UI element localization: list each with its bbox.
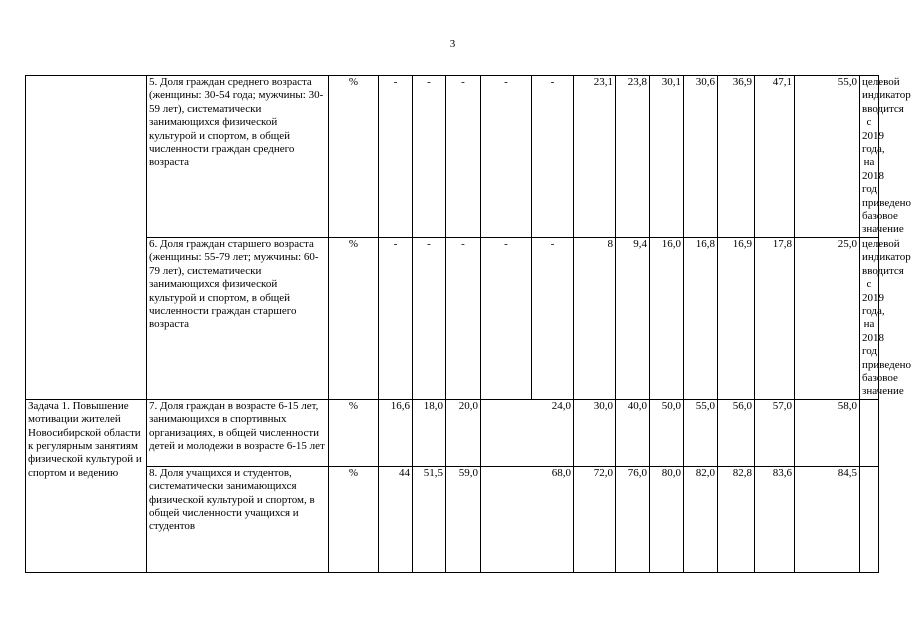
value-cell: 51,5 — [413, 466, 446, 572]
value-cell: 82,8 — [718, 466, 755, 572]
unit-cell: % — [329, 76, 379, 238]
table-row — [26, 466, 879, 572]
table-row — [26, 76, 879, 238]
value-cell: 72,0 — [574, 466, 616, 572]
value-cell: 80,0 — [650, 466, 684, 572]
value-cell: 30,0 — [574, 399, 616, 466]
value-cell: 30,6 — [684, 76, 718, 238]
table-row — [26, 237, 879, 399]
value-cell: - — [413, 237, 446, 399]
value-cell: - — [532, 76, 574, 238]
value-cell: 50,0 — [650, 399, 684, 466]
value-cell: 55,0 — [684, 399, 718, 466]
value-cell: 84,5 — [795, 466, 860, 572]
indicator-name: 7. Доля граждан в возрасте 6-15 лет, занимающихся в спортивных организациях, в общей численности детей и молодежи в возрасте 6-15 лет — [147, 399, 329, 466]
note-cell: целевой индикатор вводится с 2019 года, на 2018 год приведено базовое значение — [860, 237, 879, 399]
value-cell: 55,0 — [795, 76, 860, 238]
value-cell: 82,0 — [684, 466, 718, 572]
value-cell: 25,0 — [795, 237, 860, 399]
value-cell: 76,0 — [616, 466, 650, 572]
value-cell: 68,0 — [481, 466, 574, 572]
value-cell: 56,0 — [718, 399, 755, 466]
note-cell — [860, 399, 879, 466]
value-cell: - — [379, 76, 413, 238]
value-cell: 8 — [574, 237, 616, 399]
value-cell: 47,1 — [755, 76, 795, 238]
value-cell: - — [481, 76, 532, 238]
value-cell: 24,0 — [481, 399, 574, 466]
value-cell: - — [446, 237, 481, 399]
value-cell: 16,9 — [718, 237, 755, 399]
note-cell: целевой индикатор вводится с 2019 года, на 2018 год приведено базовое значение — [860, 76, 879, 238]
indicator-name: 5. Доля граждан среднего возраста (женщины: 30-54 года; мужчины: 30-59 лет), систематически занимающихся физической культурой и спортом, в общей численности граждан среднего возраста — [147, 76, 329, 238]
unit-cell: % — [329, 237, 379, 399]
value-cell: - — [532, 237, 574, 399]
value-cell: 17,8 — [755, 237, 795, 399]
value-cell: 16,6 — [379, 399, 413, 466]
value-cell: 57,0 — [755, 399, 795, 466]
unit-cell: % — [329, 466, 379, 572]
value-cell: 18,0 — [413, 399, 446, 466]
value-cell: - — [481, 237, 532, 399]
value-cell: 44 — [379, 466, 413, 572]
value-cell: 83,6 — [755, 466, 795, 572]
indicator-name: 8. Доля учащихся и студентов, систематически занимающихся физической культурой и спортом, в общей численности учащихся и студентов — [147, 466, 329, 572]
value-cell: - — [446, 76, 481, 238]
value-cell: 40,0 — [616, 399, 650, 466]
value-cell: 23,1 — [574, 76, 616, 238]
value-cell: 9,4 — [616, 237, 650, 399]
page-number: 3 — [449, 38, 456, 50]
value-cell: 36,9 — [718, 76, 755, 238]
value-cell: 16,0 — [650, 237, 684, 399]
value-cell: 20,0 — [446, 399, 481, 466]
value-cell: 23,8 — [616, 76, 650, 238]
unit-cell: % — [329, 399, 379, 466]
table-row — [26, 399, 879, 466]
value-cell: 58,0 — [795, 399, 860, 466]
value-cell: - — [413, 76, 446, 238]
value-cell: - — [379, 237, 413, 399]
note-cell — [860, 466, 879, 572]
indicator-name: 6. Доля граждан старшего возраста (женщины: 55-79 лет; мужчины: 60-79 лет), систематически занимающихся физической культурой и спортом, в общей численности граждан старшего возраста — [147, 237, 329, 399]
value-cell: 30,1 — [650, 76, 684, 238]
task-cell — [26, 76, 147, 400]
value-cell: 16,8 — [684, 237, 718, 399]
value-cell: 59,0 — [446, 466, 481, 572]
task-cell: Задача 1. Повышение мотивации жителей Новосибирской области к регулярным занятиям физической культурой и спортом и ведению — [26, 399, 147, 572]
indicators-table — [25, 75, 911, 573]
